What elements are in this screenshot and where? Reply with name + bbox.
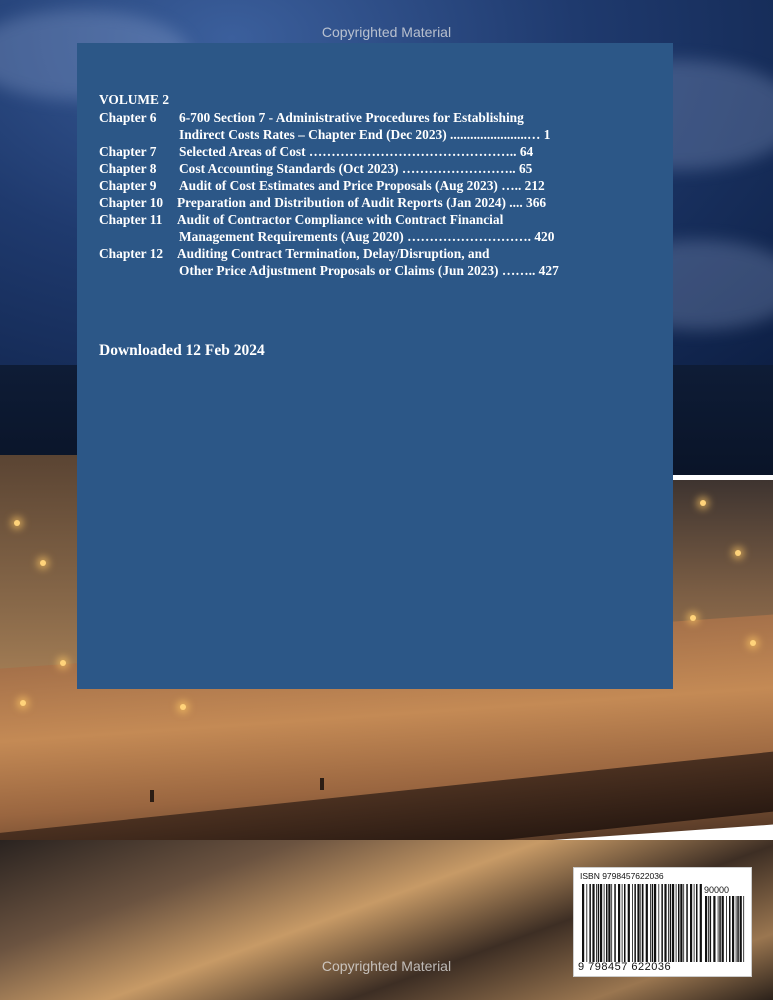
toc-entry	[99, 143, 659, 160]
chapter-title: Audit of Cost Estimates and Price Proposals (Aug 2023) ….. 212	[179, 178, 545, 193]
deck-light	[40, 560, 46, 566]
hull-porthole	[320, 778, 324, 790]
volume-heading: VOLUME 2	[99, 92, 170, 107]
chapter-label: Chapter 8	[99, 161, 157, 176]
chapter-title: Cost Accounting Standards (Oct 2023) …………………….. 65	[179, 161, 533, 176]
isbn-barcode	[573, 867, 752, 977]
chapter-title-continued: Other Price Adjustment Proposals or Claims (Jun 2023) …….. 427	[179, 263, 559, 278]
toc-entry	[99, 109, 659, 126]
chapter-title: Selected Areas of Cost ……………………………………….. 64	[179, 144, 534, 159]
toc-entry	[99, 177, 659, 194]
deck-light	[690, 615, 696, 621]
price-barcode-bars	[705, 896, 745, 962]
deck-light	[20, 700, 26, 706]
barcode-bars	[582, 884, 702, 962]
toc-entry	[99, 211, 659, 228]
chapter-title-continued: Management Requirements (Aug 2020) ………………………. 420	[179, 229, 555, 244]
chapter-label: Chapter 11	[99, 212, 163, 227]
chapter-title: 6-700 Section 7 - Administrative Procedures for Establishing	[179, 110, 524, 125]
barcode-digits: 9 798457 622036	[578, 961, 672, 973]
toc-entry	[99, 160, 659, 177]
chapter-title: Audit of Contractor Compliance with Contract Financial	[177, 212, 504, 227]
chapter-label: Chapter 12	[99, 246, 164, 261]
deck-light	[735, 550, 741, 556]
watermark-bottom: Copyrighted Material	[321, 958, 452, 974]
table-of-contents	[99, 91, 659, 279]
deck-light	[750, 640, 756, 646]
chapter-label: Chapter 9	[99, 178, 157, 193]
deck-light	[14, 520, 20, 526]
watermark-top: Copyrighted Material	[321, 24, 452, 40]
chapter-title-continued: Indirect Costs Rates – Chapter End (Dec 2023) .......................… 1	[179, 127, 551, 142]
isbn-label: ISBN 9798457622036	[580, 871, 664, 881]
deck-light	[700, 500, 706, 506]
toc-entry	[99, 245, 659, 262]
hull-porthole	[150, 790, 154, 802]
chapter-title: Preparation and Distribution of Audit Reports (Jan 2024) .... 366	[177, 195, 547, 210]
toc-entry	[99, 194, 659, 211]
deck-light	[60, 660, 66, 666]
download-date: Downloaded 12 Feb 2024	[99, 342, 265, 359]
contents-panel	[77, 43, 673, 689]
deck-light	[180, 704, 186, 710]
chapter-label: Chapter 7	[99, 144, 157, 159]
chapter-label: Chapter 10	[99, 195, 164, 210]
chapter-title: Auditing Contract Termination, Delay/Disruption, and	[177, 246, 490, 261]
price-code: 90000	[704, 885, 730, 895]
chapter-label: Chapter 6	[99, 110, 157, 125]
